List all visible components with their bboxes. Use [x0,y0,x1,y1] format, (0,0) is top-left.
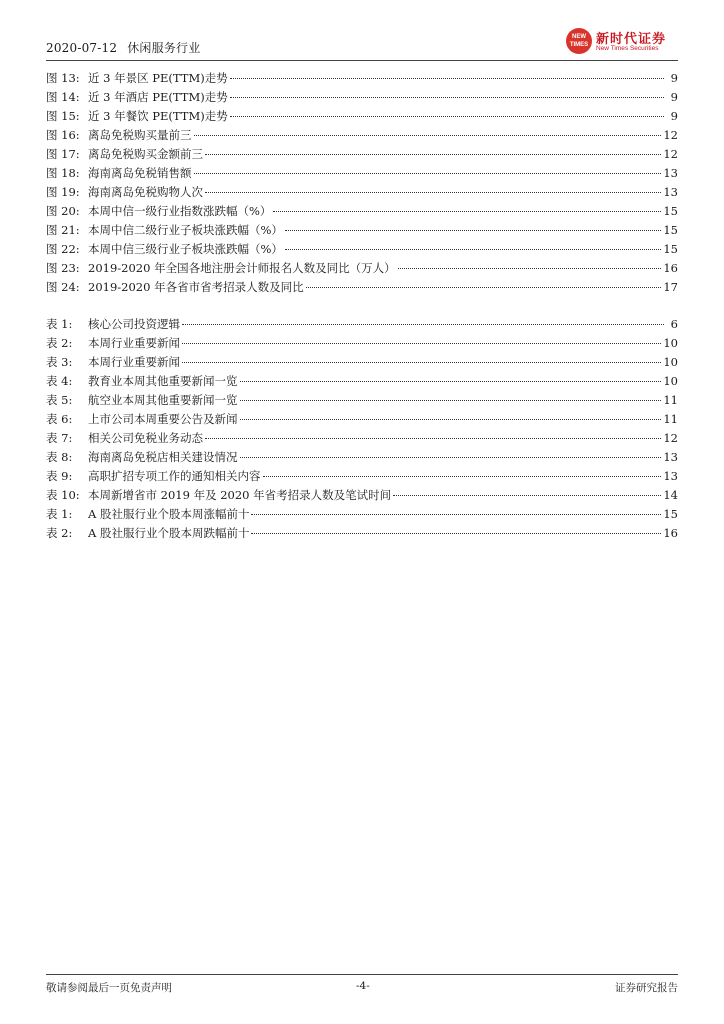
toc-entry-label: 图 16: [46,128,80,142]
toc-entry-title: 本周新增省市 2019 年及 2020 年省考招录人数及笔试时间 [88,488,392,502]
toc-dot-leader [182,343,661,344]
toc-entry-title: 近 3 年餐饮 PE(TTM)走势 [88,109,228,123]
toc-entry-title: 近 3 年景区 PE(TTM)走势 [88,71,228,85]
toc-entry-page: 15 [663,242,678,256]
toc-dot-leader [285,230,661,231]
tables-toc [46,315,678,543]
toc-entry-label: 图 15: [46,109,80,123]
toc-entry-page: 15 [663,204,678,218]
toc-entry-title: 相关公司免税业务动态 [88,431,203,445]
toc-entry-page: 11 [663,393,678,407]
figure-toc-entry[interactable] [46,240,678,259]
toc-entry-page: 12 [663,128,678,142]
figure-toc-entry[interactable] [46,259,678,278]
toc-dot-leader [205,192,661,193]
table-toc-entry[interactable] [46,429,678,448]
toc-entry-page: 17 [663,280,678,294]
toc-dot-leader [205,154,661,155]
table-toc-entry[interactable] [46,505,678,524]
toc-entry-page: 11 [663,412,678,426]
toc-entry-label: 图 23: [46,261,80,275]
toc-dot-leader [240,457,662,458]
figure-toc-entry[interactable] [46,278,678,297]
figure-toc-entry[interactable] [46,69,678,88]
toc-entry-page: 10 [663,374,678,388]
toc-entry-page: 9 [670,90,678,104]
table-toc-entry[interactable] [46,391,678,410]
toc-entry-title: A 股社服行业个股本周跌幅前十 [88,526,250,540]
toc-entry-page: 16 [663,526,678,540]
toc-entry-title: 海南离岛免税购物人次 [88,185,203,199]
toc-entry-page: 14 [663,488,678,502]
toc-dot-leader [306,287,662,288]
toc-dot-leader [182,362,661,363]
toc-entry-label: 表 10: [46,488,80,502]
header-info [46,39,200,56]
toc-entry-title: 本周中信二级行业子板块涨跌幅（%） [88,223,283,237]
toc-dot-leader [285,249,661,250]
figure-toc-entry[interactable] [46,107,678,126]
toc-entry-page: 10 [663,336,678,350]
toc-entry-label: 表 8: [46,450,73,464]
toc-entry-label: 图 24: [46,280,80,294]
toc-entry-label: 图 19: [46,185,80,199]
toc-entry-page: 9 [670,109,678,123]
toc-entry-title: 上市公司本周重要公告及新闻 [88,412,238,426]
toc-entry-title: 核心公司投资逻辑 [88,317,180,331]
table-toc-entry[interactable] [46,334,678,353]
toc-entry-page: 12 [663,431,678,445]
toc-entry-title: 2019-2020 年各省市省考招录人数及同比 [88,280,304,294]
toc-entry-page: 16 [663,261,678,275]
company-logo [566,28,678,58]
toc-entry-page: 9 [670,71,678,85]
toc-entry-label: 图 17: [46,147,80,161]
toc-dot-leader [240,381,662,382]
toc-entry-title: 海南离岛免税销售额 [88,166,192,180]
toc-entry-label: 表 3: [46,355,73,369]
figure-toc-entry[interactable] [46,126,678,145]
footer-divider [46,974,678,975]
figures-toc [46,69,678,297]
toc-entry-label: 表 2: [46,336,73,350]
figure-toc-entry[interactable] [46,88,678,107]
toc-entry-label: 表 9: [46,469,73,483]
toc-entry-label: 表 5: [46,393,73,407]
toc-dot-leader [240,400,662,401]
toc-dot-leader [273,211,661,212]
logo-badge-icon: NEW TIMES [566,28,592,54]
toc-dot-leader [230,78,664,79]
table-toc-entry[interactable] [46,467,678,486]
toc-dot-leader [194,173,662,174]
toc-dot-leader [263,476,662,477]
page-number: -4- [356,980,370,992]
report-date: 2020-07-12 [46,41,118,55]
toc-entry-page: 13 [663,450,678,464]
toc-entry-label: 表 7: [46,431,73,445]
figure-toc-entry[interactable] [46,183,678,202]
logo-company-name-en: New Times Securities [596,45,659,52]
toc-entry-label: 表 1: [46,507,73,521]
toc-entry-label: 图 21: [46,223,80,237]
toc-entry-page: 13 [663,185,678,199]
toc-entry-title: A 股社服行业个股本周涨幅前十 [88,507,250,521]
table-toc-entry[interactable] [46,448,678,467]
toc-entry-title: 本周中信三级行业子板块涨跌幅（%） [88,242,283,256]
table-toc-entry[interactable] [46,524,678,543]
toc-entry-title: 2019-2020 年全国各地注册会计师报名人数及同比（万人） [88,261,396,275]
header-divider [46,60,678,61]
toc-entry-label: 图 20: [46,204,80,218]
toc-entry-page: 15 [663,507,678,521]
toc-entry-title: 教育业本周其他重要新闻一览 [88,374,238,388]
table-toc-entry[interactable] [46,372,678,391]
toc-entry-label: 图 22: [46,242,80,256]
toc-entry-title: 海南离岛免税店相关建设情况 [88,450,238,464]
toc-dot-leader [205,438,661,439]
table-toc-entry[interactable] [46,486,678,505]
toc-dot-leader [182,324,664,325]
toc-entry-title: 航空业本周其他重要新闻一览 [88,393,238,407]
toc-dot-leader [393,495,661,496]
toc-dot-leader [230,116,664,117]
toc-dot-leader [251,533,661,534]
toc-entry-label: 表 1: [46,317,73,331]
toc-entry-label: 表 6: [46,412,73,426]
toc-entry-title: 离岛免税购买量前三 [88,128,192,142]
toc-entry-page: 13 [663,166,678,180]
toc-entry-label: 图 14: [46,90,80,104]
toc-dot-leader [398,268,662,269]
report-type: 证券研究报告 [615,982,678,994]
toc-entry-page: 15 [663,223,678,237]
toc-entry-label: 图 18: [46,166,80,180]
toc-entry-label: 表 4: [46,374,73,388]
table-toc-entry[interactable] [46,410,678,429]
toc-entry-title: 本周行业重要新闻 [88,336,180,350]
toc-entry-page: 12 [663,147,678,161]
figure-toc-entry[interactable] [46,164,678,183]
toc-entry-label: 图 13: [46,71,80,85]
figure-toc-entry[interactable] [46,221,678,240]
toc-entry-title: 本周行业重要新闻 [88,355,180,369]
toc-dot-leader [194,135,662,136]
toc-entry-page: 6 [670,317,678,331]
toc-entry-title: 高职扩招专项工作的通知相关内容 [88,469,261,483]
toc-entry-page: 10 [663,355,678,369]
toc-entry-title: 离岛免税购买金额前三 [88,147,203,161]
toc-entry-title: 本周中信一级行业指数涨跌幅（%） [88,204,272,218]
toc-dot-leader [251,514,661,515]
disclaimer-note: 敬请参阅最后一页免责声明 [46,982,172,994]
figure-toc-entry[interactable] [46,145,678,164]
toc-dot-leader [240,419,662,420]
table-toc-entry[interactable] [46,353,678,372]
industry-name: 休闲服务行业 [127,41,201,55]
toc-entry-label: 表 2: [46,526,73,540]
logo-company-name: 新时代证券 [596,32,667,47]
toc-entry-page: 13 [663,469,678,483]
toc-dot-leader [230,97,664,98]
figure-toc-entry[interactable] [46,202,678,221]
toc-entry-title: 近 3 年酒店 PE(TTM)走势 [88,90,228,104]
page-header [46,32,678,62]
table-toc-entry[interactable] [46,315,678,334]
